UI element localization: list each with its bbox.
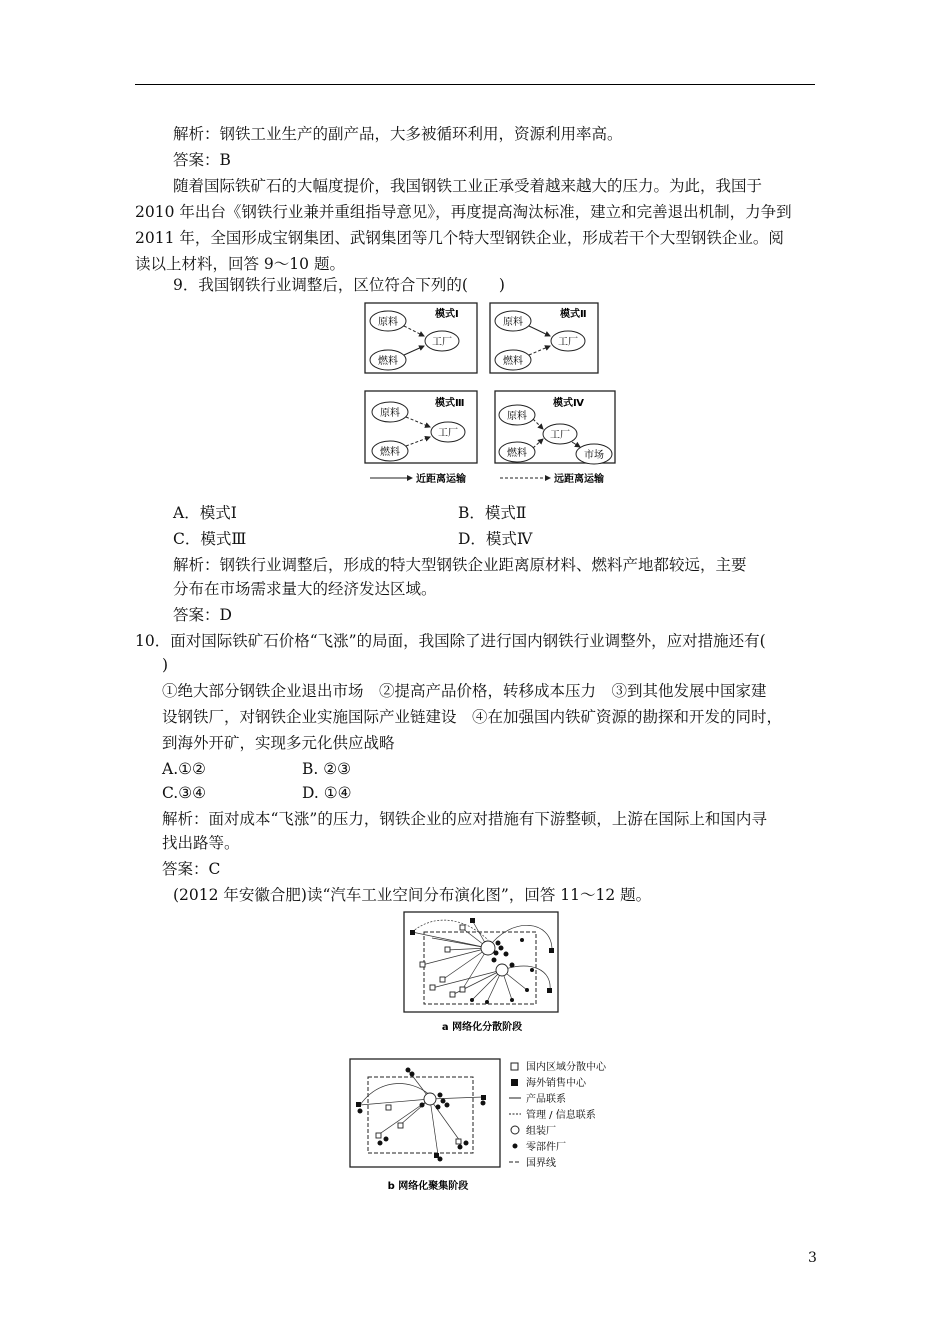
analysis-10-line-2: 找出路等。 bbox=[162, 834, 240, 852]
statement-line-1: ①绝大部分钢铁企业退出市场 ②提高产品价格，转移成本压力 ③到其他发展中国家建 bbox=[162, 682, 767, 700]
svg-text:原料: 原料 bbox=[378, 317, 398, 328]
mode-4-title: 模式Ⅳ bbox=[553, 398, 584, 409]
material-line-2: 2010 年出台《钢铁行业兼并重组指导意见》，再度提高淘汰标准，建立和完善退出机制，力争到 bbox=[135, 203, 792, 221]
svg-text:原料: 原料 bbox=[507, 411, 527, 422]
intro-11-12: (2012 年安徽合肥)读“汽车工业空间分布演化图”，回答 11～12 题。 bbox=[173, 886, 652, 904]
question-10-paren: ) bbox=[162, 656, 169, 674]
svg-text:工厂: 工厂 bbox=[550, 430, 570, 441]
material-line-1: 随着国际铁矿石的大幅度提价，我国钢铁工业正承受着越来越大的压力。为此，我国于 bbox=[173, 177, 763, 195]
option-9d: D．模式Ⅳ bbox=[458, 530, 533, 548]
option-9c: C．模式Ⅲ bbox=[173, 530, 247, 548]
auto-industry-map-a bbox=[402, 910, 562, 1039]
location-mode-figure bbox=[360, 298, 630, 494]
statement-line-3: 到海外开矿，实现多元化供应战略 bbox=[162, 734, 395, 752]
option-10d: D. ①④ bbox=[302, 784, 352, 802]
option-9b: B．模式Ⅱ bbox=[458, 504, 527, 522]
statement-line-2: 设钢铁厂，对钢铁企业实施国际产业链建设 ④在加强国内铁矿资源的勘探和开发的同时， bbox=[162, 708, 783, 726]
caption-a: a 网络化分散阶段 bbox=[441, 1022, 523, 1033]
page-number: 3 bbox=[808, 1250, 817, 1266]
svg-text:近距离运输: 近距离运输 bbox=[416, 474, 466, 485]
option-10b: B. ②③ bbox=[302, 760, 352, 778]
answer-9: 答案：D bbox=[173, 606, 232, 624]
svg-text:远距离运输: 远距离运输 bbox=[554, 474, 604, 485]
analysis-8: 解析：钢铁工业生产的副产品，大多被循环利用，资源利用率高。 bbox=[173, 125, 623, 143]
option-10a: A.①② bbox=[162, 760, 206, 778]
svg-text:燃料: 燃料 bbox=[507, 448, 527, 459]
svg-text:零部件厂: 零部件厂 bbox=[526, 1142, 566, 1153]
mode-2-panel bbox=[490, 303, 598, 373]
svg-text:原料: 原料 bbox=[380, 408, 400, 419]
material-line-4: 读以上材料，回答 9～10 题。 bbox=[135, 255, 345, 273]
svg-text:国内区域分散中心: 国内区域分散中心 bbox=[526, 1062, 606, 1073]
svg-text:市场: 市场 bbox=[584, 450, 604, 461]
header-rule bbox=[135, 84, 815, 85]
caption-b: b 网络化聚集阶段 bbox=[387, 1181, 469, 1192]
option-10c: C.③④ bbox=[162, 784, 207, 802]
svg-text:产品联系: 产品联系 bbox=[526, 1094, 566, 1105]
svg-text:工厂: 工厂 bbox=[432, 337, 452, 348]
mode-4-panel bbox=[495, 391, 615, 464]
svg-text:管理 / 信息联系: 管理 / 信息联系 bbox=[526, 1110, 596, 1121]
svg-text:组装厂: 组装厂 bbox=[526, 1126, 556, 1137]
mode-1-title: 模式Ⅰ bbox=[435, 309, 459, 320]
answer-8: 答案：B bbox=[173, 151, 231, 169]
svg-text:国界线: 国界线 bbox=[526, 1158, 556, 1169]
answer-10: 答案：C bbox=[162, 860, 221, 878]
svg-text:燃料: 燃料 bbox=[378, 356, 398, 367]
material-line-3: 2011 年，全国形成宝钢集团、武钢集团等几个特大型钢铁企业，形成若干个大型钢铁企业。阅 bbox=[135, 229, 784, 247]
mode-3-title: 模式Ⅲ bbox=[435, 398, 465, 409]
mode-1-panel bbox=[365, 303, 477, 373]
svg-text:工厂: 工厂 bbox=[438, 428, 458, 439]
svg-text:燃料: 燃料 bbox=[380, 447, 400, 458]
analysis-9-line-2: 分布在市场需求量大的经济发达区域。 bbox=[173, 580, 437, 598]
auto-industry-map-b bbox=[348, 1055, 648, 1199]
analysis-9-line-1: 解析：钢铁行业调整后，形成的特大型钢铁企业距离原材料、燃料产地都较远，主要 bbox=[173, 556, 747, 574]
svg-text:原料: 原料 bbox=[503, 317, 523, 328]
mode-3-panel bbox=[365, 391, 477, 463]
option-9a: A．模式Ⅰ bbox=[173, 504, 237, 522]
map-legend bbox=[509, 1060, 607, 1169]
question-9: 9．我国钢铁行业调整后，区位符合下列的( ) bbox=[173, 276, 505, 294]
question-10: 10．面对国际铁矿石价格“飞涨”的局面，我国除了进行国内钢铁行业调整外，应对措施还有( bbox=[135, 632, 766, 650]
svg-text:工厂: 工厂 bbox=[558, 337, 578, 348]
svg-text:燃料: 燃料 bbox=[503, 356, 523, 367]
analysis-10-line-1: 解析：面对成本“飞涨”的压力，钢铁企业的应对措施有下游整顿，上游在国际上和国内寻 bbox=[162, 810, 767, 828]
mode-2-title: 模式Ⅱ bbox=[560, 309, 587, 320]
svg-text:海外销售中心: 海外销售中心 bbox=[526, 1078, 586, 1089]
transport-legend bbox=[370, 472, 604, 485]
